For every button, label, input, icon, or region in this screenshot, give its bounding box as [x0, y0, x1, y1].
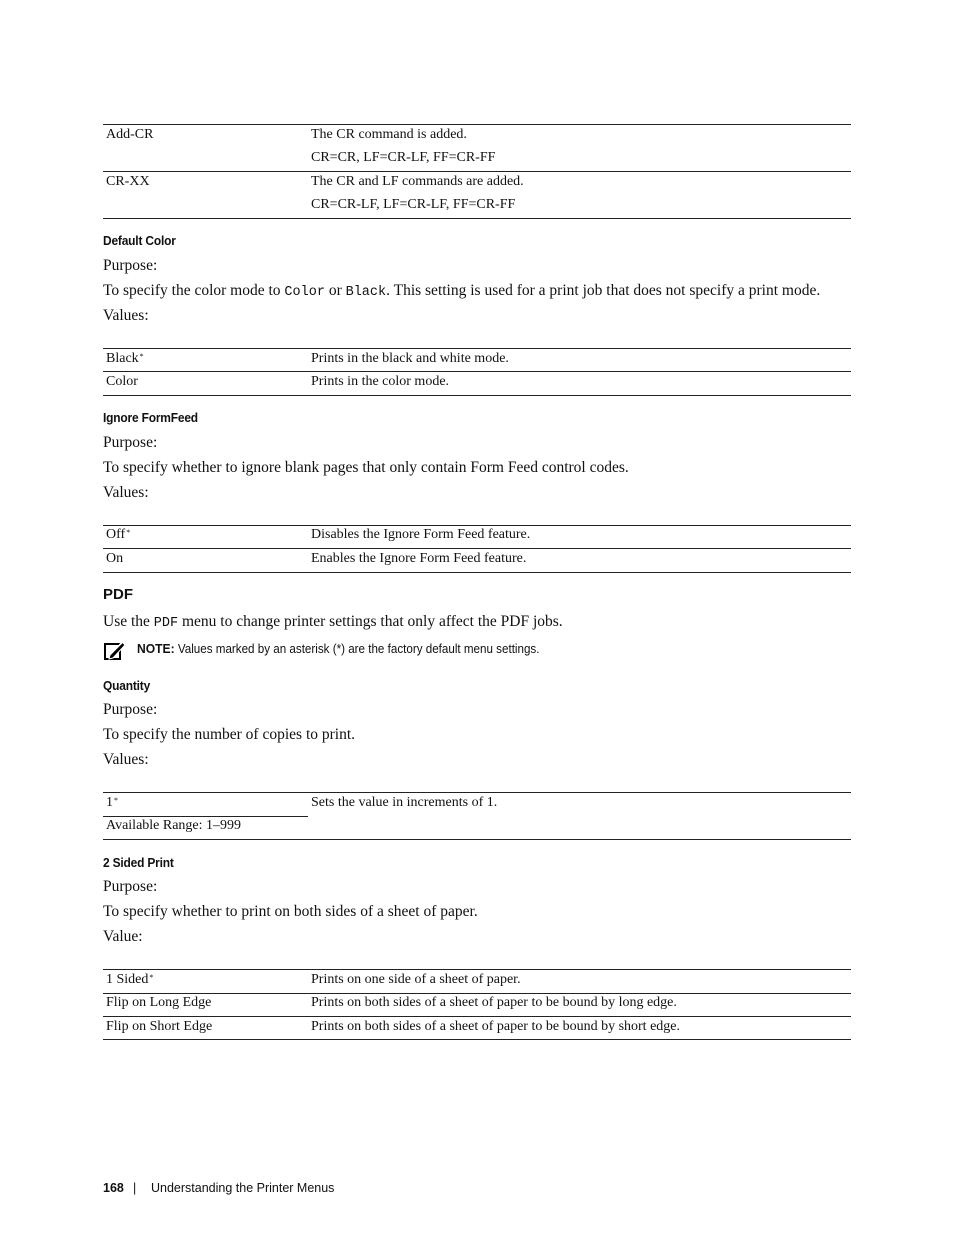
values-label: Values: — [103, 307, 149, 324]
table-cell-label — [106, 795, 118, 811]
table-cell-desc: Sets the value in increments of 1. — [311, 795, 498, 810]
table-cell-label: Flip on Long Edge — [106, 995, 212, 1010]
table-rule — [103, 839, 851, 840]
table-cell-desc: Prints in the color mode. — [311, 374, 450, 389]
label-text: 1 — [106, 795, 113, 810]
text-run: To specify the color mode to — [103, 282, 285, 299]
label-text: Black — [106, 351, 139, 366]
section-heading: Quantity — [103, 678, 151, 693]
purpose-label: Purpose: — [103, 701, 158, 718]
default-marker: * — [149, 973, 154, 982]
code-text: PDF — [153, 616, 179, 631]
table-cell-desc: The CR and LF commands are added. — [311, 174, 524, 189]
text-run: menu to change printer settings that only affect the PDF jobs. — [178, 613, 563, 630]
purpose-text — [103, 282, 820, 302]
table-cell-label: On — [106, 551, 124, 566]
purpose-label: Purpose: — [103, 434, 158, 451]
code-text: Black — [345, 285, 387, 300]
table-rule — [103, 218, 851, 219]
value-label: Value: — [103, 928, 143, 945]
table-rule — [103, 1039, 851, 1040]
table-cell-label — [106, 972, 153, 988]
table-cell-label — [106, 351, 144, 367]
footer-separator: | — [133, 1181, 137, 1195]
table-rule — [103, 395, 851, 396]
note-pencil-icon — [104, 640, 126, 660]
table-cell-desc: Prints on both sides of a sheet of paper to be bound by short edge. — [311, 1019, 680, 1034]
section-heading: Ignore FormFeed — [103, 410, 198, 425]
text-run: or — [324, 282, 346, 299]
table-rule — [103, 548, 851, 549]
section-title: PDF — [103, 586, 133, 603]
table-rule — [103, 371, 851, 372]
table-rule — [103, 969, 851, 970]
table-rule — [103, 993, 851, 994]
table-cell-desc: Enables the Ignore Form Feed feature. — [311, 551, 527, 566]
table-cell-label: Color — [106, 374, 138, 389]
table-cell-desc: Prints in the black and white mode. — [311, 351, 509, 366]
table-cell-label — [106, 527, 130, 543]
section-heading: 2 Sided Print — [103, 855, 174, 870]
table-cell-label: Flip on Short Edge — [106, 1019, 213, 1034]
page-number: 168 — [103, 1181, 124, 1195]
range-text: Available Range: 1–999 — [106, 818, 242, 833]
code-text: Color — [284, 285, 325, 300]
table-rule — [103, 171, 851, 172]
table-cell-desc: Prints on both sides of a sheet of paper to be bound by long edge. — [311, 995, 677, 1010]
table-rule — [103, 124, 851, 125]
default-marker: * — [126, 528, 131, 537]
table-rule — [103, 572, 851, 573]
table-rule — [103, 348, 851, 349]
purpose-text: To specify whether to print on both sides of a sheet of paper. — [103, 903, 478, 920]
values-label: Values: — [103, 751, 149, 768]
note-label: NOTE: — [137, 641, 175, 656]
table-cell-desc: Disables the Ignore Form Feed feature. — [311, 527, 531, 542]
label-text: Off — [106, 527, 126, 542]
section-heading: Default Color — [103, 233, 176, 248]
table-rule — [103, 792, 851, 793]
table-rule — [103, 816, 308, 817]
values-label: Values: — [103, 484, 149, 501]
footer-section: Understanding the Printer Menus — [151, 1181, 335, 1195]
intro-text — [103, 613, 563, 633]
purpose-text: To specify whether to ignore blank pages that only contain Form Feed control codes. — [103, 459, 629, 476]
table-cell-desc: Prints on one side of a sheet of paper. — [311, 972, 521, 987]
purpose-text: To specify the number of copies to print. — [103, 726, 356, 743]
purpose-label: Purpose: — [103, 878, 158, 895]
table-rule — [103, 1016, 851, 1017]
default-marker: * — [114, 796, 118, 805]
table-cell-desc: CR=CR, LF=CR-LF, FF=CR-FF — [311, 150, 496, 165]
text-run: Use the — [103, 613, 154, 630]
table-rule — [103, 525, 851, 526]
note-text: Values marked by an asterisk (*) are the factory default menu settings. — [174, 642, 540, 656]
default-marker: * — [139, 352, 144, 361]
table-cell-desc: CR=CR-LF, LF=CR-LF, FF=CR-FF — [311, 197, 516, 212]
note — [137, 641, 539, 656]
purpose-label: Purpose: — [103, 257, 158, 274]
table-cell-label: Add-CR — [106, 127, 154, 142]
table-cell-desc: The CR command is added. — [311, 127, 467, 142]
table-cell-label: CR-XX — [106, 174, 150, 189]
label-text: 1 Sided — [106, 972, 149, 987]
text-run: . This setting is used for a print job that does not specify a print mode. — [386, 282, 821, 299]
